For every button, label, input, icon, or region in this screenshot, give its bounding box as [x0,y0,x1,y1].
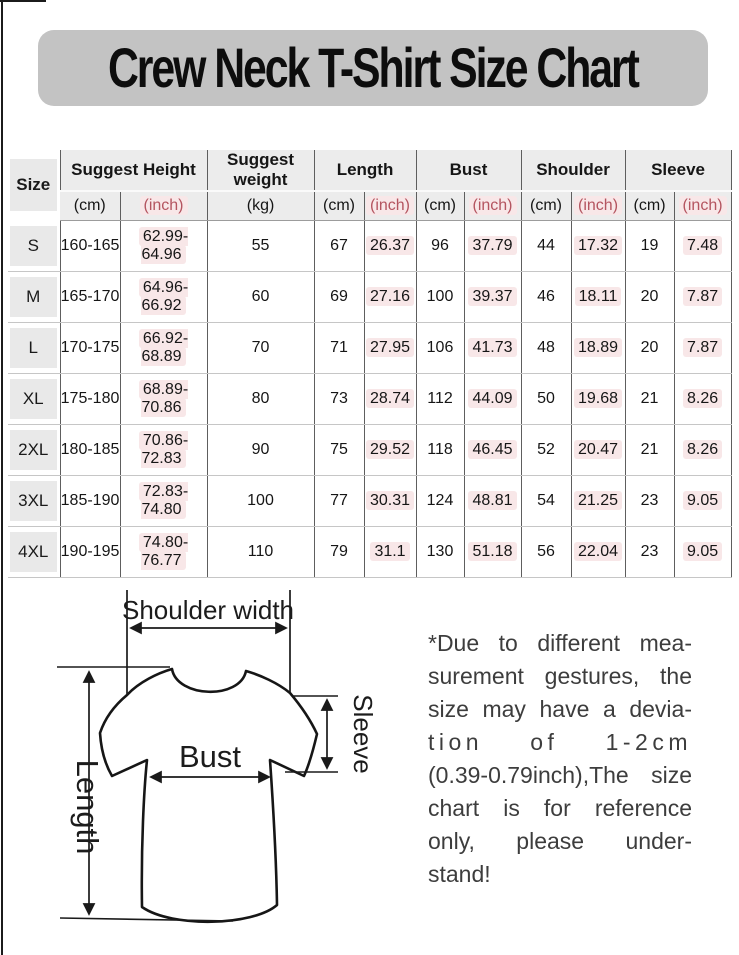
size-label: XL [10,379,57,419]
unit-height-cm: (cm) [60,191,120,221]
length-label: Length [70,759,105,855]
bust-label: Bust [178,739,242,774]
cell-size [8,323,60,374]
size-table-body [8,221,731,578]
cell-height_cm: 190-195 [60,527,120,578]
cell-size [8,425,60,476]
cell-sleeve_cm: 21 [625,374,674,425]
cell-shoulder_inch [571,425,625,476]
cell-sleeve_cm: 20 [625,272,674,323]
inch-value: 41.73 [468,338,516,357]
inch-value: 51.18 [468,542,516,561]
inch-value: 17.32 [574,236,622,255]
size-label: S [10,226,57,266]
inch-value: 31.1 [370,542,409,561]
cell-height_cm: 165-170 [60,272,120,323]
inch-value: 21.25 [574,491,622,510]
cell-height_cm: 160-165 [60,221,120,272]
cell-length_cm: 69 [314,272,364,323]
cell-sleeve_inch [674,221,731,272]
cell-sleeve_inch [674,374,731,425]
inch-value: 27.16 [366,287,414,306]
cell-bust_inch [464,221,521,272]
cell-height_inch [120,425,207,476]
table-header-group-row [8,150,731,191]
unit-bust-inch: (inch) [464,191,521,221]
col-header-bust: Bust [416,150,521,191]
cell-sleeve_inch [674,476,731,527]
inch-value: 26.37 [366,236,414,255]
cell-sleeve_inch [674,323,731,374]
cell-shoulder_cm: 54 [521,476,571,527]
inch-value: 66.92-68.89 [139,329,188,366]
inch-value: 9.05 [683,542,722,561]
cell-length_cm: 77 [314,476,364,527]
cell-shoulder_inch [571,374,625,425]
cell-weight_kg: 70 [207,323,314,374]
cell-bust_inch [464,272,521,323]
cell-length_inch [364,476,416,527]
cell-sleeve_cm: 21 [625,425,674,476]
size-label: 4XL [10,532,57,572]
unit-shoulder-cm: (cm) [521,191,571,221]
disclaimer-line: chart is for reference [428,795,692,821]
cell-shoulder_inch [571,272,625,323]
cell-bust_cm: 124 [416,476,464,527]
cell-shoulder_cm: 46 [521,272,571,323]
cell-shoulder_inch [571,323,625,374]
cell-length_inch [364,425,416,476]
inch-value: 39.37 [468,287,516,306]
sleeve-label: Sleeve [348,694,378,774]
cell-weight_kg: 90 [207,425,314,476]
cell-length_cm: 79 [314,527,364,578]
inch-value: 27.95 [366,338,414,357]
photo-left-edge-line [1,0,3,955]
unit-weight-kg: (kg) [207,191,314,221]
size-label: 3XL [10,481,57,521]
col-header-length: Length [314,150,416,191]
cell-sleeve_cm: 23 [625,476,674,527]
cell-bust_cm: 100 [416,272,464,323]
inch-value: 19.68 [574,389,622,408]
cell-length_inch [364,221,416,272]
inch-value: 68.89-70.86 [139,380,188,417]
table-header-unit-row [8,191,731,221]
cell-bust_inch [464,323,521,374]
inch-value: 46.45 [468,440,516,459]
table-row [8,221,731,272]
disclaimer [428,627,692,891]
inch-value: 18.89 [574,338,622,357]
cell-sleeve_inch [674,527,731,578]
cell-height_inch [120,272,207,323]
cell-length_cm: 73 [314,374,364,425]
cell-height_cm: 170-175 [60,323,120,374]
cell-height_inch [120,221,207,272]
cell-sleeve_cm: 20 [625,323,674,374]
cell-bust_cm: 96 [416,221,464,272]
inch-value: 8.26 [683,389,722,408]
inch-value: 70.86-72.83 [139,431,188,468]
cell-weight_kg: 110 [207,527,314,578]
disclaimer-line: size may have a devia- [428,696,692,722]
cell-size [8,272,60,323]
table-row [8,527,731,578]
cell-sleeve_cm: 23 [625,527,674,578]
size-label: 2XL [10,430,57,470]
cell-shoulder_cm: 56 [521,527,571,578]
cell-shoulder_inch [571,527,625,578]
inch-value: 62.99-64.96 [139,227,188,264]
cell-height_inch [120,527,207,578]
cell-weight_kg: 80 [207,374,314,425]
photo-top-edge-line [0,0,46,2]
table-row [8,425,731,476]
page-title: Crew Neck T-Shirt Size Chart [108,36,638,100]
cell-shoulder_cm: 44 [521,221,571,272]
col-header-shoulder: Shoulder [521,150,625,191]
cell-size [8,374,60,425]
cell-height_inch [120,323,207,374]
cell-length_inch [364,527,416,578]
unit-length-inch: (inch) [364,191,416,221]
disclaimer-line: (0.39-0.79inch),The size [428,762,692,788]
cell-shoulder_inch [571,221,625,272]
cell-shoulder_cm: 50 [521,374,571,425]
inch-value: 37.79 [468,236,516,255]
inch-value: 18.11 [575,287,622,306]
disclaimer-line: stand! [428,861,491,887]
inch-value: 72.83-74.80 [139,482,188,519]
cell-bust_cm: 130 [416,527,464,578]
cell-length_cm: 67 [314,221,364,272]
cell-bust_cm: 112 [416,374,464,425]
cell-size [8,527,60,578]
cell-length_inch [364,272,416,323]
cell-weight_kg: 60 [207,272,314,323]
cell-length_inch [364,323,416,374]
unit-height-inch: (inch) [120,191,207,221]
cell-height_cm: 185-190 [60,476,120,527]
inch-value: 22.04 [574,542,622,561]
inch-value: 30.31 [366,491,414,510]
inch-value: 7.87 [683,338,722,357]
cell-length_inch [364,374,416,425]
disclaimer-line: tion of 1-2cm [428,729,692,755]
table-row [8,476,731,527]
cell-sleeve_inch [674,272,731,323]
cell-bust_inch [464,425,521,476]
cell-bust_inch [464,527,521,578]
size-header-box: Size [10,159,57,211]
cell-sleeve_cm: 19 [625,221,674,272]
unit-sleeve-cm: (cm) [625,191,674,221]
cell-height_inch [120,476,207,527]
unit-length-cm: (cm) [314,191,364,221]
inch-value: 8.26 [683,440,722,459]
cell-length_cm: 75 [314,425,364,476]
cell-weight_kg: 55 [207,221,314,272]
title-banner [38,30,708,106]
cell-height_inch [120,374,207,425]
cell-bust_inch [464,374,521,425]
inch-value: 9.05 [683,491,722,510]
cell-shoulder_cm: 52 [521,425,571,476]
inch-value: 28.74 [366,389,414,408]
shoulder-width-label: Shoulder width [122,595,294,625]
unit-shoulder-inch: (inch) [571,191,625,221]
table-row [8,272,731,323]
disclaimer-line: surement gestures, the [428,663,692,689]
table-row [8,323,731,374]
unit-bust-cm: (cm) [416,191,464,221]
table-row [8,374,731,425]
inch-value: 29.52 [366,440,414,459]
cell-height_cm: 175-180 [60,374,120,425]
tshirt-outline [100,669,317,922]
inch-value: 74.80-76.77 [139,533,188,570]
tshirt-measurement-diagram [20,583,440,955]
cell-height_cm: 180-185 [60,425,120,476]
unit-sleeve-inch: (inch) [674,191,731,221]
inch-value: 7.87 [683,287,722,306]
cell-weight_kg: 100 [207,476,314,527]
col-header-suggest-weight: Suggest weight [207,150,314,191]
inch-value: 7.48 [683,236,722,255]
size-label: M [10,277,57,317]
inch-value: 44.09 [468,389,516,408]
cell-shoulder_cm: 48 [521,323,571,374]
cell-size [8,476,60,527]
inch-value: 20.47 [574,440,622,459]
disclaimer-line: *Due to different mea- [428,630,692,656]
cell-length_cm: 71 [314,323,364,374]
cell-bust_inch [464,476,521,527]
size-label: L [10,328,57,368]
col-header-suggest-height: Suggest Height [60,150,207,191]
cell-bust_cm: 106 [416,323,464,374]
cell-sleeve_inch [674,425,731,476]
col-header-sleeve: Sleeve [625,150,731,191]
size-chart-table [8,150,732,578]
disclaimer-line: only, please under- [428,828,692,854]
inch-value: 64.96-66.92 [139,278,188,315]
cell-size [8,221,60,272]
cell-bust_cm: 118 [416,425,464,476]
inch-value: 48.81 [468,491,516,510]
col-header-size [8,150,60,221]
cell-shoulder_inch [571,476,625,527]
